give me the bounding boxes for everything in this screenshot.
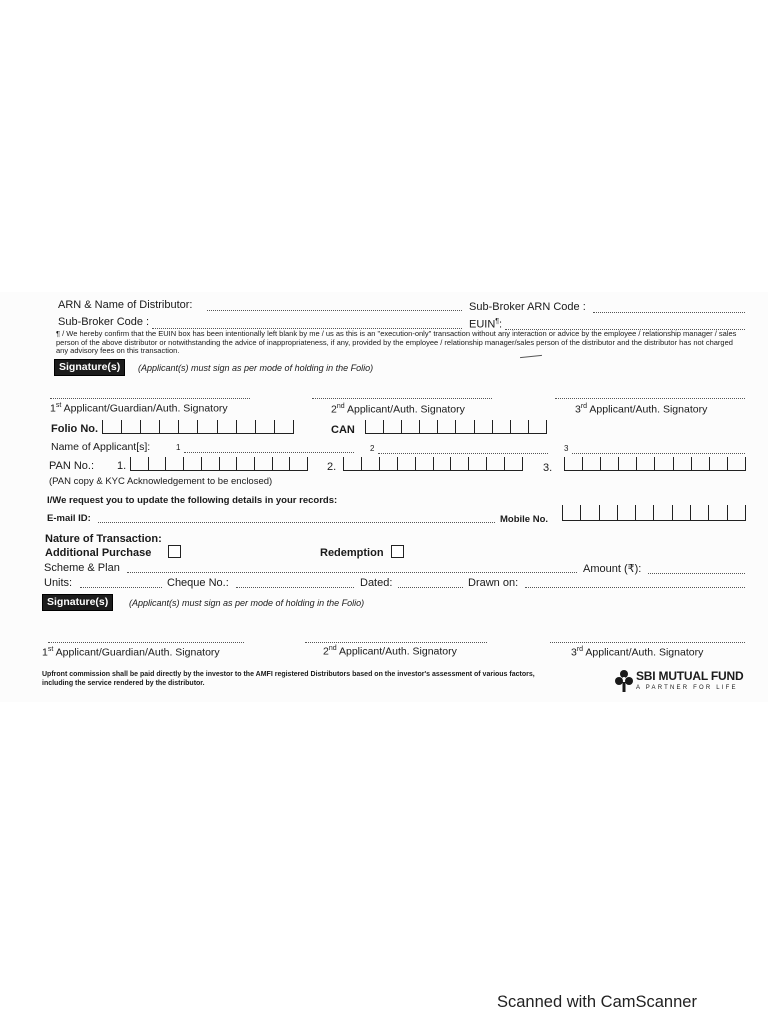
applicant-2-num: 2 xyxy=(370,444,375,453)
redemption-checkbox[interactable] xyxy=(391,545,404,558)
signatory-2-2nd: 2nd Applicant/Auth. Signatory xyxy=(323,645,457,658)
sbi-logo xyxy=(614,668,749,698)
applicant-2-name-field[interactable] xyxy=(378,453,548,454)
units-label: Units: xyxy=(44,577,73,589)
scheme-plan-label: Scheme & Plan xyxy=(44,562,120,574)
euin-mark: ¶ xyxy=(495,318,500,325)
signature-line-2nd[interactable] xyxy=(312,398,492,399)
pan-note: (PAN copy & KYC Acknowledgement to be enclosed) xyxy=(49,476,273,487)
additional-purchase-checkbox[interactable] xyxy=(168,545,181,558)
signature-line-3rd[interactable] xyxy=(555,398,745,399)
logo-name: SBI MUTUAL FUND xyxy=(636,669,744,683)
email-field[interactable] xyxy=(98,522,495,523)
amount-label: Amount (₹): xyxy=(583,563,642,575)
pan-label: PAN No.: xyxy=(49,460,95,472)
folio-label: Folio No. xyxy=(51,423,99,435)
amount-field[interactable] xyxy=(648,573,745,574)
applicant-name-label: Name of Applicant[s]: xyxy=(51,441,151,453)
sub-broker-arn-label: Sub-Broker ARN Code : xyxy=(469,301,586,313)
sub-broker-code-label: Sub-Broker Code : xyxy=(58,316,150,328)
transaction-heading: Nature of Transaction: xyxy=(45,533,162,545)
signature-badge-1: Signature(s) xyxy=(54,359,125,376)
commission-note: Upfront commission shall be paid directly by the investor to the AMFI registered Distributors based on the investor's assessment of various factors, including the service rendered by the distributor. xyxy=(42,671,535,687)
pan-1-boxes[interactable] xyxy=(130,457,308,471)
sbi-keyhole-logo-icon xyxy=(614,668,634,694)
applicant-3-num: 3 xyxy=(564,444,569,453)
signature-line-1st[interactable] xyxy=(50,398,250,399)
drawn-on-label: Drawn on: xyxy=(468,577,519,589)
drawn-on-field[interactable] xyxy=(525,587,745,588)
signatory-2nd: 2nd Applicant/Auth. Signatory xyxy=(331,403,465,416)
signature-note-2: (Applicant(s) must sign as per mode of holding in the Folio) xyxy=(129,598,365,608)
signature-badge-2: Signature(s) xyxy=(42,594,113,611)
mobile-label: Mobile No. xyxy=(500,514,549,525)
additional-purchase-label: Additional Purchase xyxy=(45,547,152,559)
pan-3-boxes[interactable] xyxy=(564,457,746,471)
signature-line-2-3rd[interactable] xyxy=(550,642,745,643)
signature-note-1: (Applicant(s) must sign as per mode of holding in the Folio) xyxy=(138,363,374,373)
scanner-watermark: Scanned with CamScanner xyxy=(497,993,697,1011)
redemption-label: Redemption xyxy=(320,547,384,559)
units-field[interactable] xyxy=(80,587,162,588)
dated-field[interactable] xyxy=(398,587,463,588)
cheque-no-field[interactable] xyxy=(236,587,354,588)
euin-label: EUIN xyxy=(469,318,496,331)
pan-3-num: 3. xyxy=(543,462,553,474)
signatory-1st: 1st Applicant/Guardian/Auth. Signatory xyxy=(50,402,228,415)
signatory-2-1st: 1st Applicant/Guardian/Auth. Signatory xyxy=(42,646,220,659)
scheme-plan-field[interactable] xyxy=(127,572,577,573)
update-request: I/We request you to update the following details in your records: xyxy=(47,495,338,506)
dated-label: Dated: xyxy=(360,577,393,589)
sub-broker-arn-field[interactable] xyxy=(593,312,745,313)
arn-label: ARN & Name of Distributor: xyxy=(58,299,193,311)
email-label: E-mail ID: xyxy=(47,513,91,524)
applicant-1-num: 1 xyxy=(176,443,181,452)
euin-colon: : xyxy=(499,318,503,331)
pan-2-boxes[interactable] xyxy=(343,457,523,471)
logo-tagline: A PARTNER FOR LIFE xyxy=(636,685,738,691)
can-label: CAN xyxy=(331,424,355,436)
euin-disclaimer: ¶ / We hereby confirm that the EUIN box has been intentionally left blank by me / us as this is an "execution-only" transaction without any interaction or advice by the employee / relationship manager / sales person of the above distributor or notwithstanding the advice of inappropriateness, if any, provided by the employee / relationship manager/sales person of the distributor and the distributor has not charged any advisory fees on this transaction. xyxy=(56,329,737,355)
applicant-1-name-field[interactable] xyxy=(184,452,354,453)
cheque-no-label: Cheque No.: xyxy=(167,577,229,589)
pan-2-num: 2. xyxy=(327,461,337,473)
pan-1-num: 1. xyxy=(117,460,127,472)
signature-line-2-1st[interactable] xyxy=(48,642,244,643)
signatory-2-3rd: 3rd Applicant/Auth. Signatory xyxy=(571,646,704,659)
folio-number-boxes[interactable] xyxy=(102,420,294,434)
mobile-boxes[interactable] xyxy=(562,505,746,521)
signature-line-2-2nd[interactable] xyxy=(305,642,487,643)
signatory-3rd: 3rd Applicant/Auth. Signatory xyxy=(575,403,708,416)
can-boxes[interactable] xyxy=(365,420,547,434)
applicant-3-name-field[interactable] xyxy=(572,453,745,454)
arn-field[interactable] xyxy=(207,310,462,311)
